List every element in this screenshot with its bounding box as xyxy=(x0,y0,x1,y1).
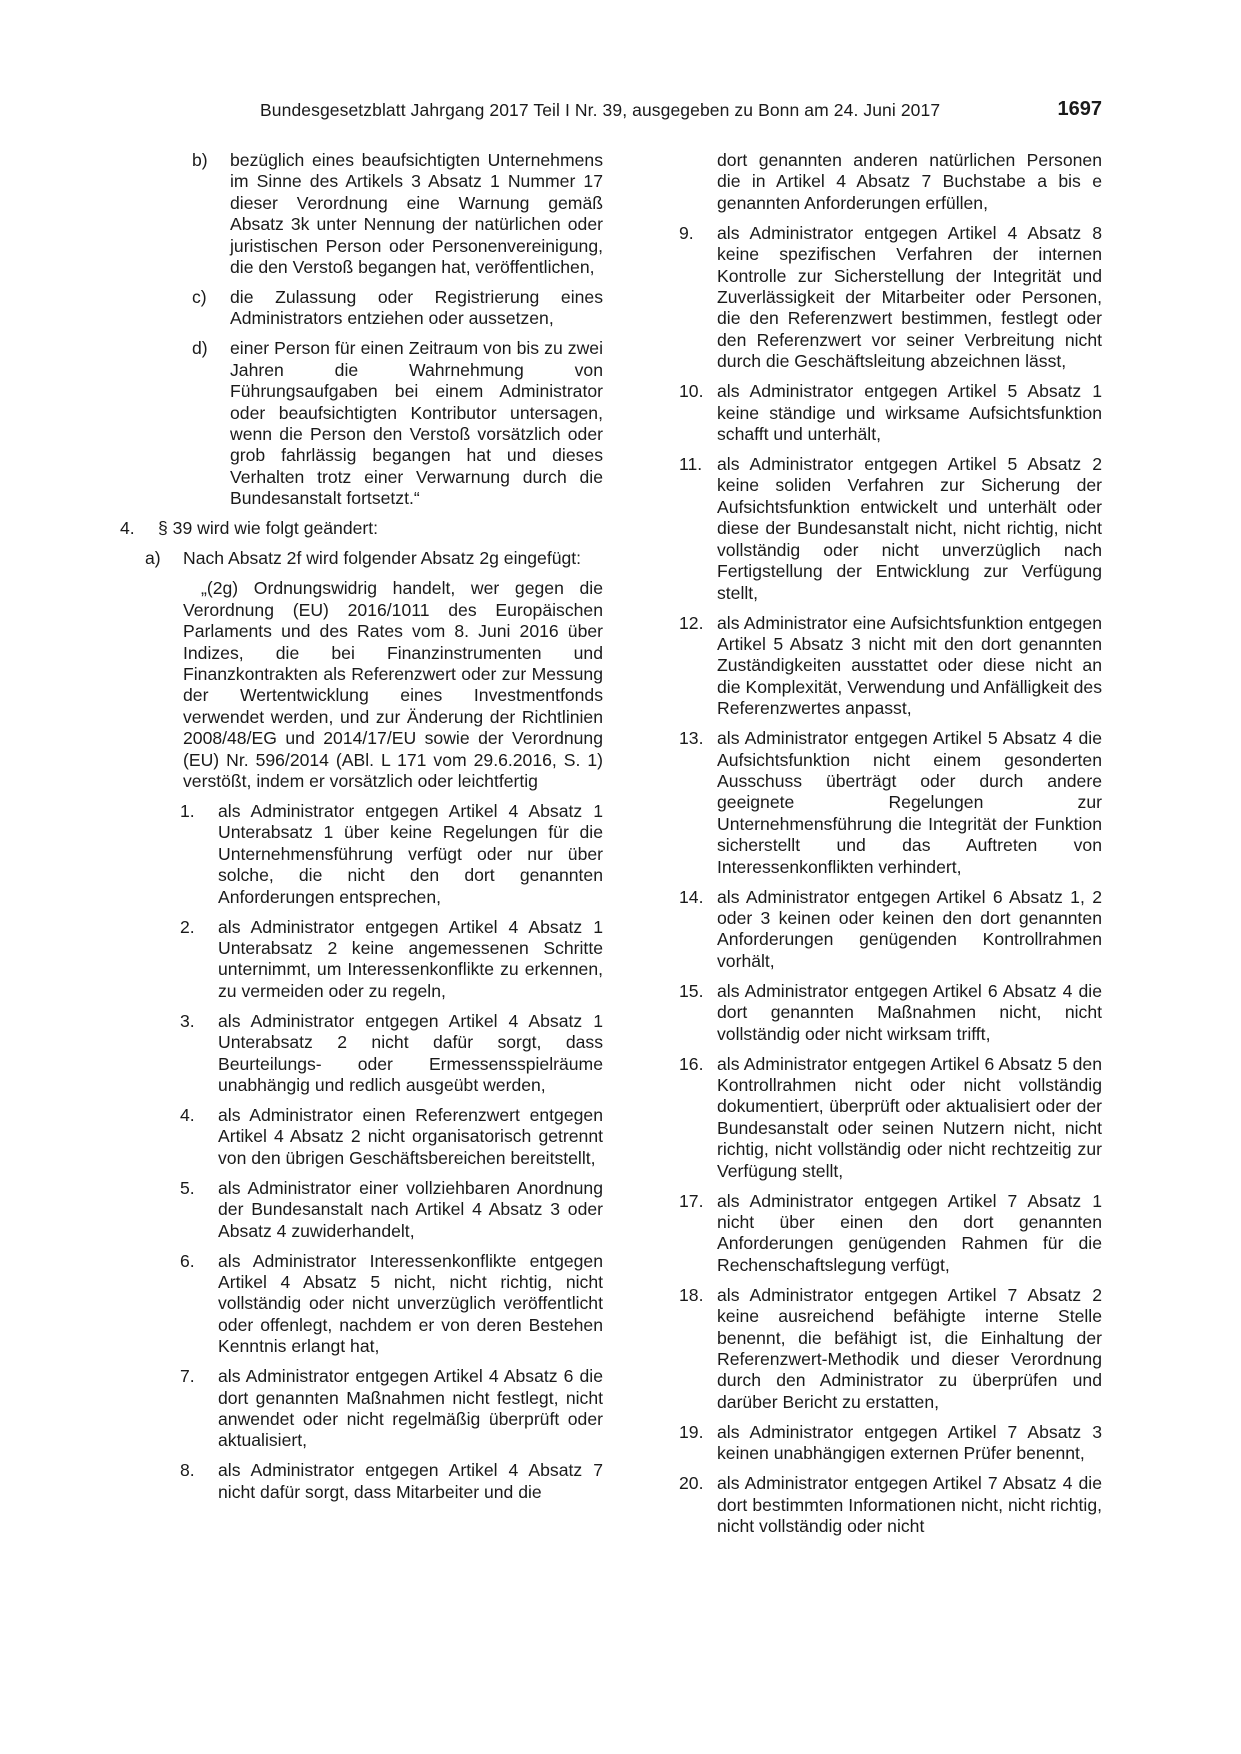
list-item xyxy=(679,980,1102,1045)
list-item xyxy=(679,886,1102,973)
list-item xyxy=(679,1053,1102,1182)
item-label: 9. xyxy=(679,222,694,243)
item-label: 6. xyxy=(180,1250,195,1271)
item-text: als Administrator entgegen Artikel 4 Absatz 1 Unterabsatz 1 über keine Regelungen für die Unternehmensführung verfügt oder nur über solche, die nicht den dort genannten Anforderungen entsprechen, xyxy=(218,800,603,907)
item-text: als Administrator entgegen Artikel 4 Absatz 7 nicht dafür sorgt, dass Mitarbeiter und die xyxy=(218,1460,603,1502)
item-label: 12. xyxy=(679,612,704,633)
list-item xyxy=(180,1177,603,1242)
item-text: als Administrator entgegen Artikel 6 Absatz 1, 2 oder 3 keinen oder keinen den dort genannten Anforderungen genügenden Kontrollrahmen vorhält, xyxy=(717,886,1102,971)
list-item xyxy=(679,1284,1102,1413)
list-item-d xyxy=(192,338,603,509)
numbered-list-left xyxy=(158,801,603,1503)
list-item xyxy=(679,1473,1102,1537)
item-text: als Administrator entgegen Artikel 7 Absatz 1 nicht über einen den dort genannten Anforderungen genügenden Rahmen für die Rechenschaftslegung verfügt, xyxy=(717,1190,1102,1275)
list-item-4 xyxy=(120,518,603,539)
list-item-c xyxy=(192,287,603,330)
item-label: 13. xyxy=(679,728,704,749)
item-label: 17. xyxy=(679,1190,704,1211)
item-text: als Administrator einen Referenzwert entgegen Artikel 4 Absatz 2 nicht organisatorisch getrennt von den übrigen Geschäftsbereichen bereitstellt, xyxy=(218,1105,603,1168)
list-item xyxy=(180,916,603,1003)
list-item xyxy=(180,1250,603,1358)
list-item xyxy=(679,381,1102,445)
item-label: 11. xyxy=(679,454,703,475)
item-text: als Administrator entgegen Artikel 7 Absatz 4 die dort bestimmten Informationen nicht, nicht richtig, nicht vollständig oder nicht xyxy=(717,1473,1102,1537)
item-text: bezüglich eines beaufsichtigten Unternehmens im Sinne des Artikels 3 Absatz 1 Nummer 17 dieser Verordnung eine Warnung gemäß Absatz 3k unter Nennung der natürlichen oder juristischen Person oder Personenvereinigung, die den Verstoß begangen hat, veröffentlichen, xyxy=(230,150,603,278)
item-label: b) xyxy=(192,150,208,170)
paragraph-2g-intro: „(2g) Ordnungswidrig handelt, wer gegen die Verordnung (EU) 2016/1011 des Europäischen Parlaments und des Rates vom 8. Juni 2016 über Indizes, die bei Finanzinstrumenten und Finanzkontrakten als Referenzwert oder zur Messung der Wertentwicklung eines Investmentfonds verwendet werden, und zur Änderung der Richtlinien 2008/48/EG und 2014/17/EU sowie der Verordnung (EU) Nr. 596/2014 (ABl. L 171 vom 29.6.2016, S. 1) verstößt, indem er vorsätzlich oder leichtfertig xyxy=(183,578,603,791)
item-text: als Administrator entgegen Artikel 6 Absatz 4 die dort genannten Maßnahmen nicht, nicht vollständig oder nicht wirksam trifft, xyxy=(717,980,1102,1044)
item-text: als Administrator entgegen Artikel 5 Absatz 2 keine soliden Verfahren zur Sicherung der Aufsichtsfunktion entwickelt und unterhält oder diese der Bundesanstalt nicht, nicht richtig, nicht vollständig oder nicht unverzüglich nach Fertigstellung der Entwicklung zur Verfügung stellt, xyxy=(717,454,1102,603)
item-label: 2. xyxy=(180,916,195,937)
item-text: als Administrator Interessenkonflikte entgegen Artikel 4 Absatz 5 nicht, nicht richtig, nicht vollständig oder nicht unverzüglich veröffentlicht oder offenlegt, nachdem er von deren Bestehen Kenntnis erlangt hat, xyxy=(218,1250,603,1357)
item-text: als Administrator entgegen Artikel 4 Absatz 1 Unterabsatz 2 nicht dafür sorgt, dass Beurteilungs- oder Ermessensspielräume unabhängig und redlich ausgeübt werden, xyxy=(218,1010,603,1095)
list-item-b xyxy=(192,150,603,278)
item-label: 10. xyxy=(679,381,704,402)
numbered-list-right xyxy=(657,223,1102,1538)
right-column xyxy=(657,150,1102,1538)
item-text: als Administrator entgegen Artikel 5 Absatz 1 keine ständige und wirksame Aufsichtsfunktion schafft und unterhält, xyxy=(717,381,1102,445)
list-item xyxy=(679,728,1102,878)
list-item xyxy=(180,800,603,908)
item-text: als Administrator entgegen Artikel 5 Absatz 4 die Aufsichtsfunktion nicht einem gesonderten Ausschuss überträgt oder durch andere geeignete Regelungen zur Unternehmensführung die Integrität der Funktion sicherstellt und das Auftreten von Interessenkonflikten verhindert, xyxy=(717,728,1102,877)
list-item xyxy=(180,1010,603,1097)
item-label: 4. xyxy=(180,1105,195,1125)
item-label: 4. xyxy=(120,518,135,539)
list-item xyxy=(180,1105,603,1169)
list-item xyxy=(180,1460,603,1503)
item-text: als Administrator entgegen Artikel 7 Absatz 3 keinen unabhängigen externen Prüfer benennt, xyxy=(717,1421,1102,1464)
item-label: 15. xyxy=(679,980,704,1001)
left-column xyxy=(120,150,603,1503)
item-label: 20. xyxy=(679,1473,704,1494)
item-text: als Administrator eine Aufsichtsfunktion entgegen Artikel 5 Absatz 3 nicht mit den dort genannten Zuständigkeiten ausstattet oder diese nicht an die Komplexität, Verwendung und Anfälligkeit des Referenzwertes anpasst, xyxy=(717,612,1102,719)
list-item xyxy=(679,1190,1102,1277)
item-label: 18. xyxy=(679,1284,704,1305)
item-text: als Administrator entgegen Artikel 4 Absatz 6 die dort genannten Maßnahmen nicht festlegt, nicht anwendet oder nicht regelmäßig überprüft oder aktualisiert, xyxy=(218,1366,603,1451)
list-item xyxy=(679,1421,1102,1465)
item-text: als Administrator entgegen Artikel 7 Absatz 2 keine ausreichend befähigte interne Stelle benennt, die befähigt ist, die Einhaltung der Referenzwert-Methodik und dieser Verordnung durch den Administrator zu überprüfen und darüber Bericht zu erstatten, xyxy=(717,1284,1102,1412)
item-label: 1. xyxy=(180,800,195,821)
list-item xyxy=(679,612,1102,720)
item-label: 14. xyxy=(679,886,704,907)
item-text: die Zulassung oder Registrierung eines Administrators entziehen oder aussetzen, xyxy=(230,287,603,329)
continuation-text: dort genannten anderen natürlichen Personen die in Artikel 4 Absatz 7 Buchstabe a bis e genannten Anforderungen erfüllen, xyxy=(717,150,1102,213)
item-text: als Administrator entgegen Artikel 4 Absatz 8 keine spezifischen Verfahren der internen Kontrolle zur Sicherstellung der Integrität und Zuverlässigkeit der Mitarbeiter oder Personen, die den Referenzwert bestimmen, festlegt oder den Referenzwert vor seiner Verbreitung nicht durch die Geschäftsleitung abzeichnen lässt, xyxy=(717,222,1102,372)
list-item xyxy=(679,222,1102,373)
page-number: 1697 xyxy=(1057,98,1102,120)
item-label: 3. xyxy=(180,1010,195,1031)
item-label: d) xyxy=(192,338,208,359)
item-text: einer Person für einen Zeitraum von bis zu zwei Jahren die Wahrnehmung von Führungsaufgaben bei einem Administrator oder beaufsichtigten Kontributor untersagen, wenn die Person den Verstoß vorsätzlich oder grob fahrlässig begangen hat und dieses Verhalten trotz einer Verwarnung durch die Bundesanstalt fortsetzt.“ xyxy=(230,338,603,509)
item-label: a) xyxy=(145,548,161,569)
page-header xyxy=(130,98,1102,128)
item-label: 7. xyxy=(180,1366,195,1387)
item-text: als Administrator einer vollziehbaren Anordnung der Bundesanstalt nach Artikel 4 Absatz 3 oder Absatz 4 zuwiderhandelt, xyxy=(218,1177,603,1241)
header-title: Bundesgesetzblatt Jahrgang 2017 Teil I Nr. 39, ausgegeben zu Bonn am 24. Juni 2017 xyxy=(260,100,941,120)
item-label: 5. xyxy=(180,1177,195,1198)
item-text: Nach Absatz 2f wird folgender Absatz 2g eingefügt: xyxy=(183,548,582,569)
item-text: als Administrator entgegen Artikel 6 Absatz 5 den Kontrollrahmen nicht oder nicht vollständig dokumentiert, überprüft oder aktualisiert oder der Bundesanstalt oder seinen Nutzern nicht, nicht richtig, nicht vollständig oder nicht rechtzeitig zur Verfügung stellt, xyxy=(717,1053,1102,1181)
item-label: c) xyxy=(192,287,207,308)
item-label: 19. xyxy=(679,1421,704,1442)
list-item-a xyxy=(145,548,603,569)
list-item xyxy=(679,454,1102,604)
item-text: § 39 wird wie folgt geändert: xyxy=(158,518,379,539)
item-text: als Administrator entgegen Artikel 4 Absatz 1 Unterabsatz 2 keine angemessenen Schritte unternimmt, um Interessenkonflikte zu erkennen, zu vermeiden oder zu regeln, xyxy=(218,916,603,1001)
item-label: 8. xyxy=(180,1460,195,1481)
item-label: 16. xyxy=(679,1053,704,1074)
list-item xyxy=(180,1366,603,1452)
